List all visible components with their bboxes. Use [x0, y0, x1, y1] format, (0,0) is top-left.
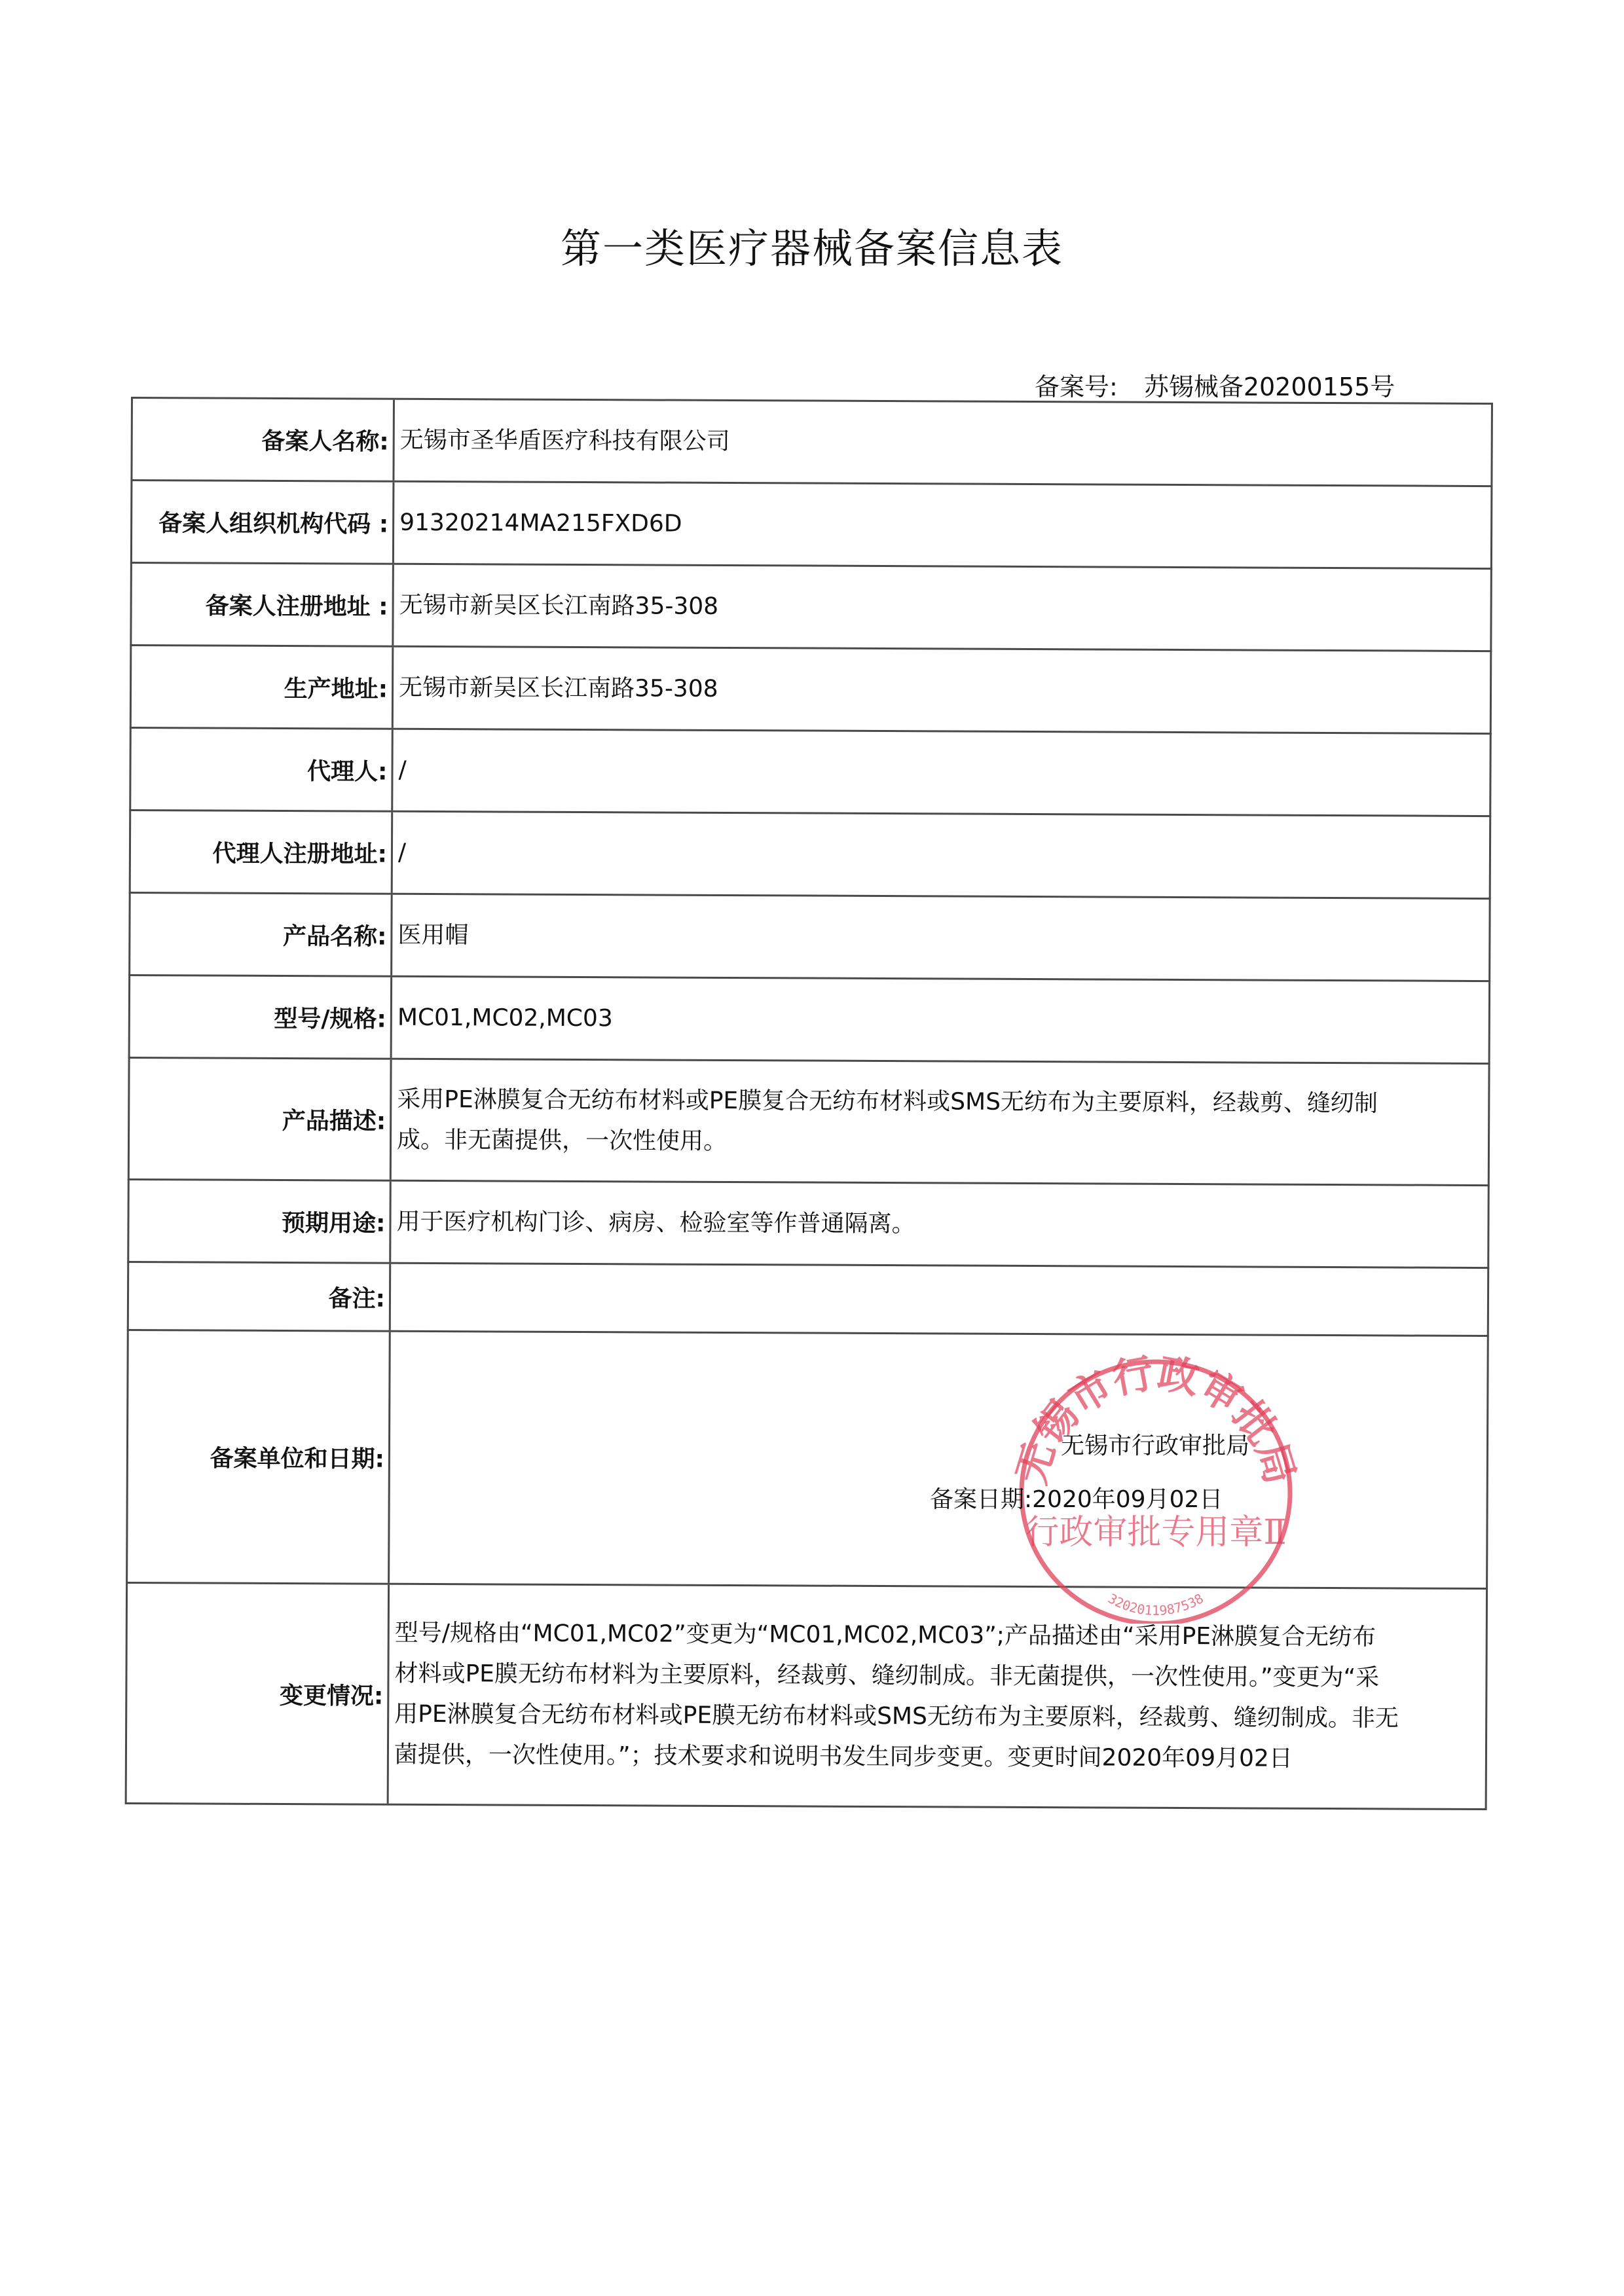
row-remarks: [127, 1261, 1489, 1335]
row-label: 备案人名称:: [132, 399, 395, 481]
row-org-code: [130, 479, 1493, 568]
row-label: 产品描述:: [130, 1059, 392, 1180]
row-label: 代理人注册地址:: [131, 811, 394, 893]
row-model-spec: [128, 974, 1491, 1063]
official-seal: [982, 1336, 1323, 1624]
row-agent-address: [129, 809, 1492, 898]
change-line: 型号/规格由“MC01,MC02”变更为“MC01,MC02,MC03”;产品描述由“采用PE淋膜复合无纺布: [394, 1619, 1376, 1651]
filing-number: [1035, 367, 1395, 403]
filing-number-value: 苏锡械备20200155号: [1143, 373, 1395, 401]
seal-top-text: 无锡市行政审批局: [1006, 1349, 1305, 1489]
row-value: 医用帽: [397, 921, 469, 949]
row-label: 生产地址:: [132, 646, 394, 728]
row-product-description: [128, 1057, 1490, 1184]
row-registered-address: [130, 562, 1492, 650]
row-value: 用于医疗机构门诊、病房、检验室等作普通隔离。: [396, 1208, 915, 1237]
row-value: 无锡市新吴区长江南路35-308: [399, 591, 719, 620]
filing-date-value: 2020年09月02日: [1032, 1486, 1223, 1513]
row-value: 无锡市圣华盾医疗科技有限公司: [399, 426, 730, 455]
row-agent: [129, 727, 1492, 815]
change-line: 用PE淋膜复合无纺布材料或PE膜无纺布材料或SMS无纺布为主要原料，经裁剪、缝纫制成。非无: [394, 1700, 1399, 1732]
row-value: MC01,MC02,MC03: [397, 1004, 613, 1032]
row-value: 无锡市新吴区长江南路35-308: [398, 674, 718, 702]
row-value: [396, 1264, 1474, 1335]
document-title: 第一类医疗器械备案信息表: [560, 225, 1063, 272]
row-value: 91320214MA215FXD6D: [399, 509, 682, 538]
description-line: 采用PE淋膜复合无纺布材料或PE膜复合无纺布材料或SMS无纺布为主要原料，经裁剪、缝纫制: [397, 1085, 1378, 1117]
row-filer-name: [130, 397, 1493, 485]
seal-code: 3202011987538: [1105, 1590, 1206, 1618]
row-intended-use: [127, 1178, 1490, 1267]
row-label: 备案单位和日期:: [128, 1331, 391, 1583]
row-product-name: [128, 892, 1491, 980]
row-value: /: [398, 756, 407, 784]
row-value: [397, 1060, 1475, 1184]
row-label: 变更情况:: [127, 1584, 390, 1804]
row-label: 备注:: [129, 1263, 391, 1330]
description-line: 成。非无菌提供，一次性使用。: [396, 1126, 728, 1155]
row-value: /: [397, 839, 407, 866]
row-label: 产品名称:: [130, 894, 393, 975]
row-label: 备案人注册地址 :: [132, 564, 394, 646]
filing-agency: 无锡市行政审批局: [1061, 1432, 1250, 1459]
row-label: 代理人:: [131, 729, 394, 811]
row-label: 型号/规格:: [130, 976, 393, 1058]
change-line: 材料或PE膜无纺布材料为主要原料，经裁剪、缝纫制成。非无菌提供，一次性使用。”变更为“采: [394, 1660, 1380, 1692]
seal-center-text: 行政审批专用章Ⅱ: [1025, 1513, 1287, 1552]
filing-date: [930, 1481, 1223, 1514]
row-label: 预期用途:: [129, 1180, 392, 1262]
filing-number-label: 备案号:: [1035, 373, 1118, 401]
filing-date-label: 备案日期:: [930, 1486, 1033, 1513]
row-production-address: [130, 644, 1492, 733]
change-line: 菌提供，一次性使用。”；技术要求和说明书发生同步变更。变更时间2020年09月02日: [394, 1741, 1293, 1772]
row-label: 备案人组织机构代码 :: [132, 481, 395, 563]
